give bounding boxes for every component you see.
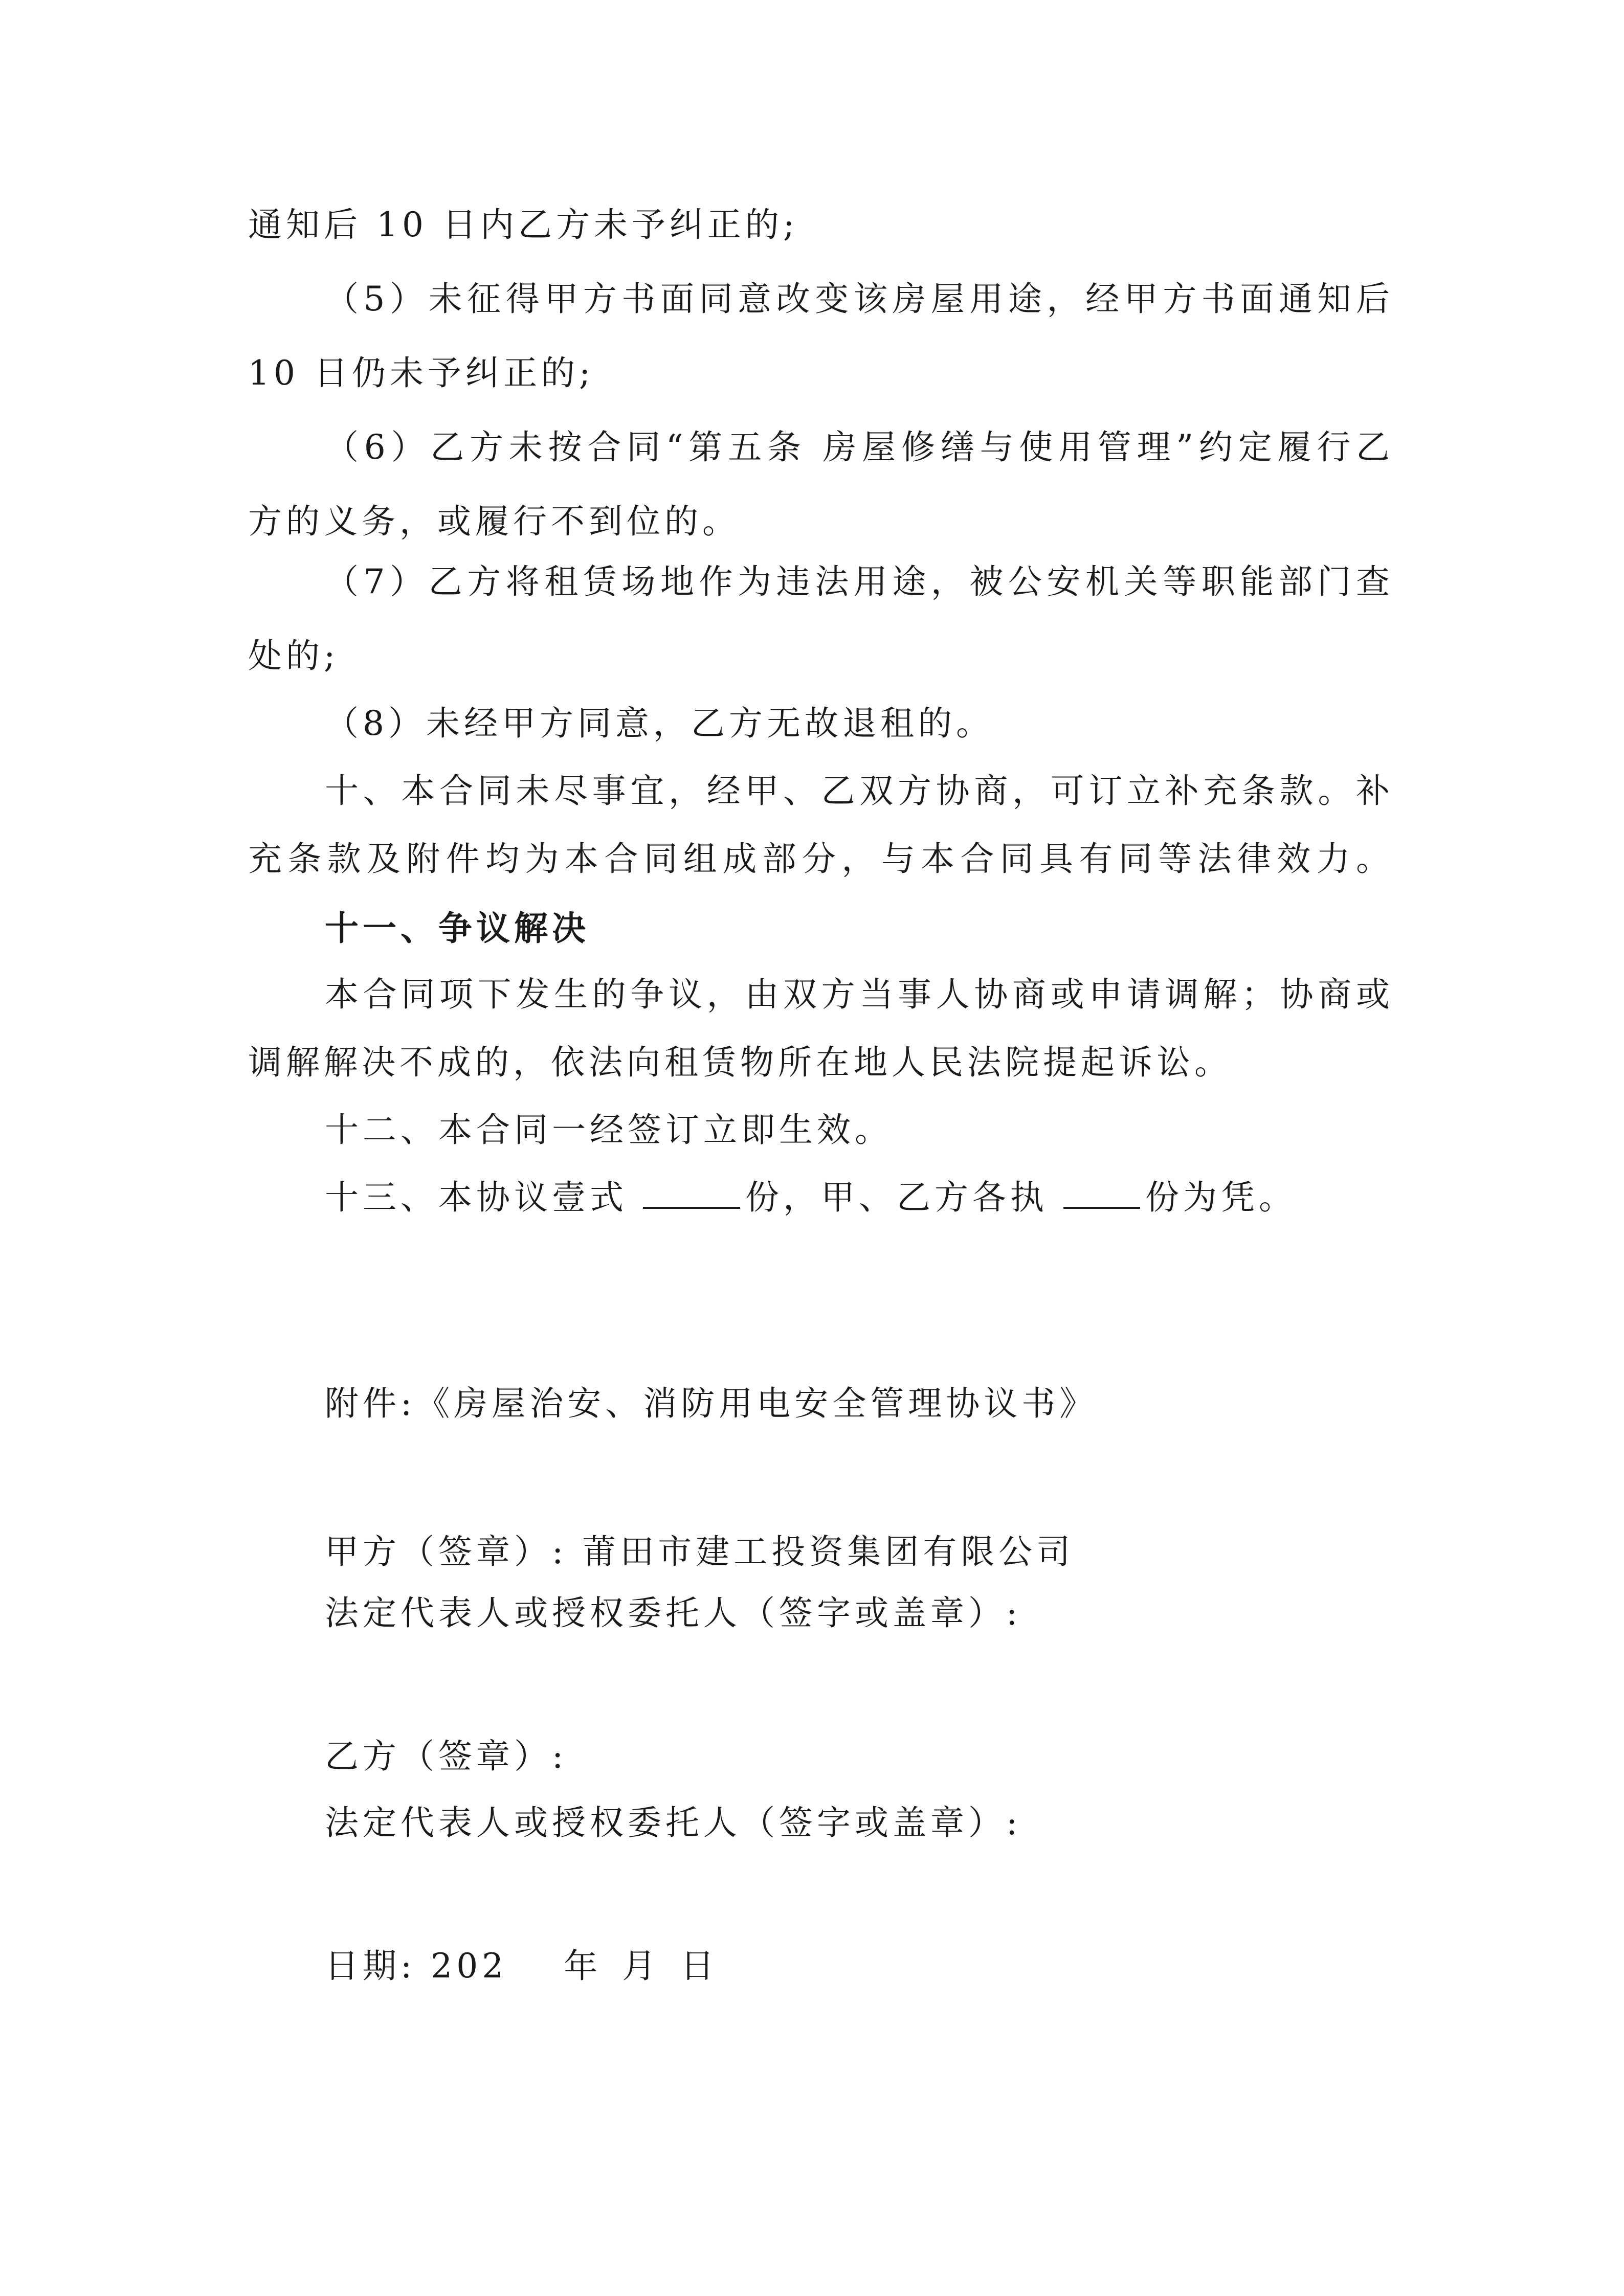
date-label: 日期: 202 bbox=[325, 1946, 508, 1986]
attachment-line: 附件:《房屋治安、消防用电安全管理协议书》 bbox=[325, 1384, 1098, 1423]
date-line bbox=[325, 1943, 1394, 1989]
date-day: 日 bbox=[680, 1946, 719, 1986]
clause-item-6: （6）乙方未按合同“第五条 房屋修缮与使用管理”约定履行乙 bbox=[325, 427, 1394, 467]
party-a-rep-signature: 法定代表人或授权委托人（签字或盖章）: bbox=[325, 1593, 1022, 1633]
clause-ten: 十、本合同未尽事宜，经甲、乙双方协商，可订立补充条款。补 bbox=[325, 771, 1394, 811]
clause-thirteen-part-c: 份为凭。 bbox=[1145, 1178, 1297, 1217]
party-b-rep-signature: 法定代表人或授权委托人（签字或盖章）: bbox=[325, 1803, 1022, 1842]
clause-item-5: （5）未征得甲方书面同意改变该房屋用途，经甲方书面通知后 bbox=[325, 279, 1394, 319]
clause-item-5-cont: 10 日仍未予纠正的; bbox=[248, 353, 595, 393]
clause-ten-cont: 充条款及附件均为本合同组成部分，与本合同具有同等法律效力。 bbox=[248, 839, 1394, 879]
clause-thirteen bbox=[325, 1175, 1394, 1221]
clause-twelve: 十二、本合同一经签订立即生效。 bbox=[325, 1110, 893, 1150]
party-a-signature: 甲方（签章）: 莆田市建工投资集团有限公司 bbox=[325, 1532, 1075, 1571]
party-b-signature: 乙方（签章）: bbox=[325, 1737, 568, 1776]
copies-total-blank[interactable] bbox=[643, 1176, 740, 1209]
clause-eleven-body: 本合同项下发生的争议，由双方当事人协商或申请调解；协商或 bbox=[325, 975, 1394, 1014]
copies-each-blank[interactable] bbox=[1063, 1176, 1140, 1209]
clause-item-8: （8）未经甲方同意，乙方无故退租的。 bbox=[325, 704, 994, 743]
clause-thirteen-part-b: 份，甲、乙方各执 bbox=[745, 1178, 1048, 1217]
clause-line-1: 通知后 10 日内乙方未予纠正的; bbox=[248, 205, 799, 244]
clause-item-7-cont: 处的; bbox=[248, 636, 340, 676]
clause-item-7: （7）乙方将租赁场地作为违法用途，被公安机关等职能部门查 bbox=[325, 562, 1394, 601]
clause-eleven-heading: 十一、争议解决 bbox=[325, 908, 590, 948]
clause-item-6-cont: 方的义务，或履行不到位的。 bbox=[248, 502, 740, 541]
clause-eleven-body-cont: 调解解决不成的，依法向租赁物所在地人民法院提起诉讼。 bbox=[248, 1043, 1232, 1082]
clause-thirteen-part-a: 十三、本协议壹式 bbox=[325, 1178, 628, 1217]
date-month: 月 bbox=[622, 1946, 660, 1986]
date-year: 年 bbox=[564, 1946, 602, 1986]
